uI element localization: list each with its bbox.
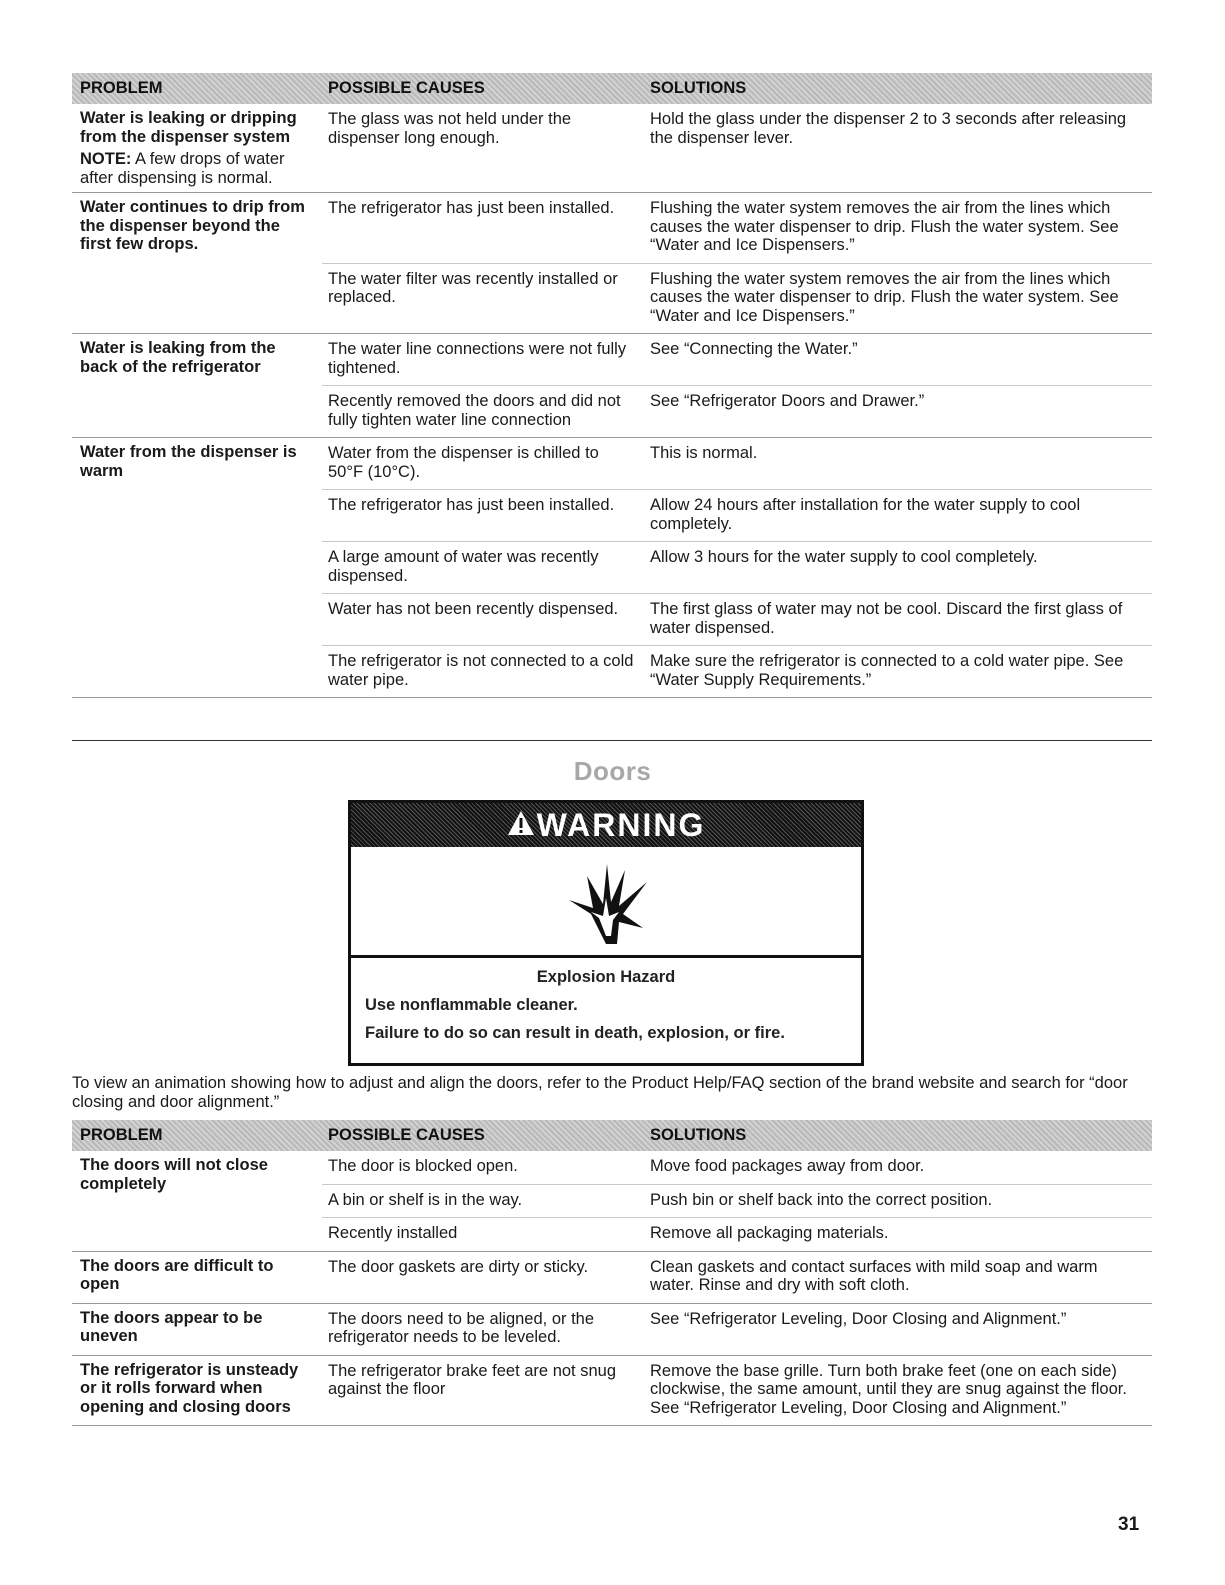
section-title: Doors — [573, 756, 652, 786]
cause-cell: Water from the dispenser is chilled to 50°F (10°C). — [328, 444, 599, 481]
header-problem: PROBLEM — [80, 1126, 163, 1145]
table-row — [322, 386, 1152, 437]
warning-line-2: Failure to do so can result in death, explosion, or fire. — [365, 1024, 785, 1042]
problem-note — [80, 150, 314, 187]
note-text: A few drops of water after dispensing is normal. — [80, 150, 285, 187]
warning-label: WARNING — [536, 806, 706, 843]
problem-cell — [72, 104, 322, 192]
solution-cell: Hold the glass under the dispenser 2 to 3 seconds after releasing the dispenser lever. — [650, 110, 1127, 147]
problem-cell: The doors appear to be uneven — [80, 1308, 263, 1345]
solution-cell: Remove the base grille. Turn both brake feet (one on each side) clockwise, the same amount, until they are snug against the floor. See “Refrigerator Leveling, Door Closing and Alignment.” — [650, 1361, 1127, 1417]
solution-cell: This is normal. — [650, 444, 758, 462]
doors-troubleshooting-table — [72, 1120, 1152, 1426]
page-number: 31 — [1118, 1514, 1140, 1535]
cause-cell: Recently removed the doors and did not fully tighten water line connection — [328, 392, 621, 429]
solution-cell: Allow 24 hours after installation for the water supply to cool completely. — [650, 496, 1081, 533]
problem-group — [72, 438, 1152, 698]
warning-text — [351, 958, 861, 1043]
cause-cell: The water filter was recently installed or replaced. — [328, 269, 618, 306]
warning-header — [351, 803, 861, 847]
solution-cell: Remove all packaging materials. — [650, 1224, 889, 1242]
cause-cell: The refrigerator has just been installed. — [328, 199, 615, 217]
problem-group — [72, 1356, 1152, 1427]
cause-cell: The water line connections were not fully tightened. — [328, 340, 627, 377]
table-row — [322, 1304, 1152, 1355]
explosion-icon — [351, 847, 861, 958]
section-divider — [72, 740, 1152, 741]
solution-cell: Flushing the water system removes the air from the lines which causes the water dispenser to drip. Flush the water system. See “Water and Ice Dispensers.” — [650, 269, 1119, 325]
cause-cell: Recently installed — [328, 1224, 458, 1242]
table-row — [322, 1151, 1152, 1185]
intro-text: To view an animation showing how to adjust and align the doors, refer to the Product Help/FAQ section of the brand website and search for “door closing and door alignment.” — [72, 1074, 1128, 1111]
table-row — [322, 490, 1152, 542]
cause-cell: The refrigerator brake feet are not snug against the floor — [328, 1361, 616, 1398]
problem-group — [72, 1151, 1152, 1252]
solution-cell: Clean gaskets and contact surfaces with mild soap and warm water. Rinse and dry with soft cloth. — [650, 1257, 1098, 1294]
problem-cell: The doors are difficult to open — [80, 1256, 274, 1293]
cause-cell: A large amount of water was recently dispensed. — [328, 548, 599, 585]
header-causes: POSSIBLE CAUSES — [328, 1126, 485, 1145]
table-header — [72, 73, 1152, 104]
table-row — [322, 438, 1152, 490]
problem-group — [72, 104, 1152, 193]
table-row — [322, 1356, 1152, 1426]
cause-cell: The doors need to be aligned, or the refrigerator needs to be leveled. — [328, 1309, 595, 1346]
table-row — [322, 646, 1152, 697]
solution-cell: Make sure the refrigerator is connected to a cold water pipe. See “Water Supply Requirements.” — [650, 652, 1124, 689]
table-row — [322, 193, 1152, 264]
cause-cell: The door gaskets are dirty or sticky. — [328, 1257, 589, 1276]
cause-cell: The door is blocked open. — [328, 1157, 518, 1175]
table-row — [322, 1252, 1152, 1303]
header-causes: POSSIBLE CAUSES — [328, 79, 485, 98]
problem-cell: Water from the dispenser is warm — [80, 443, 297, 480]
solution-cell: See “Refrigerator Doors and Drawer.” — [650, 392, 925, 410]
problem-cell: The refrigerator is unsteady or it rolls forward when opening and closing doors — [80, 1360, 299, 1416]
solution-cell: See “Refrigerator Leveling, Door Closing and Alignment.” — [650, 1309, 1067, 1328]
cause-cell: The glass was not held under the dispenser long enough. — [328, 110, 572, 147]
warning-box — [348, 800, 864, 1066]
solution-cell: Allow 3 hours for the water supply to cool completely. — [650, 548, 1038, 566]
problem-group — [72, 1304, 1152, 1356]
table-header — [72, 1120, 1152, 1151]
table-row — [322, 264, 1152, 334]
solution-cell: Flushing the water system removes the air from the lines which causes the water dispenser to drip. Flush the water system. See “Water and Ice Dispensers.” — [650, 199, 1119, 254]
hazard-title: Explosion Hazard — [536, 968, 676, 986]
table-row — [322, 542, 1152, 594]
problem-group — [72, 193, 1152, 334]
problem-text: Water is leaking or dripping from the dispenser system — [80, 109, 297, 146]
problem-group — [72, 1252, 1152, 1304]
warning-line-1: Use nonflammable cleaner. — [365, 996, 578, 1014]
table-row — [322, 334, 1152, 386]
header-solutions: SOLUTIONS — [650, 1126, 747, 1145]
problem-cell: Water is leaking from the back of the refrigerator — [80, 339, 276, 376]
solution-cell: See “Connecting the Water.” — [650, 340, 858, 358]
cause-cell: A bin or shelf is in the way. — [328, 1190, 523, 1209]
water-troubleshooting-table — [72, 73, 1152, 698]
table-row — [322, 1185, 1152, 1219]
table-row — [322, 104, 1152, 155]
problem-cell: The doors will not close completely — [80, 1156, 268, 1193]
cause-cell: Water has not been recently dispensed. — [328, 600, 619, 618]
cause-cell: The refrigerator has just been installed. — [328, 496, 615, 514]
solution-cell: Move food packages away from door. — [650, 1157, 925, 1175]
solution-cell: Push bin or shelf back into the correct position. — [650, 1190, 993, 1209]
problem-group — [72, 334, 1152, 438]
note-label: NOTE: — [80, 150, 132, 168]
header-solutions: SOLUTIONS — [650, 79, 747, 98]
warning-triangle-icon — [507, 807, 535, 844]
header-problem: PROBLEM — [80, 79, 163, 98]
problem-cell: Water continues to drip from the dispenser beyond the first few drops. — [80, 198, 305, 253]
table-row — [322, 594, 1152, 646]
table-row — [322, 1218, 1152, 1251]
solution-cell: The first glass of water may not be cool. Discard the first glass of water dispensed. — [650, 600, 1123, 637]
cause-cell: The refrigerator is not connected to a cold water pipe. — [328, 652, 634, 689]
